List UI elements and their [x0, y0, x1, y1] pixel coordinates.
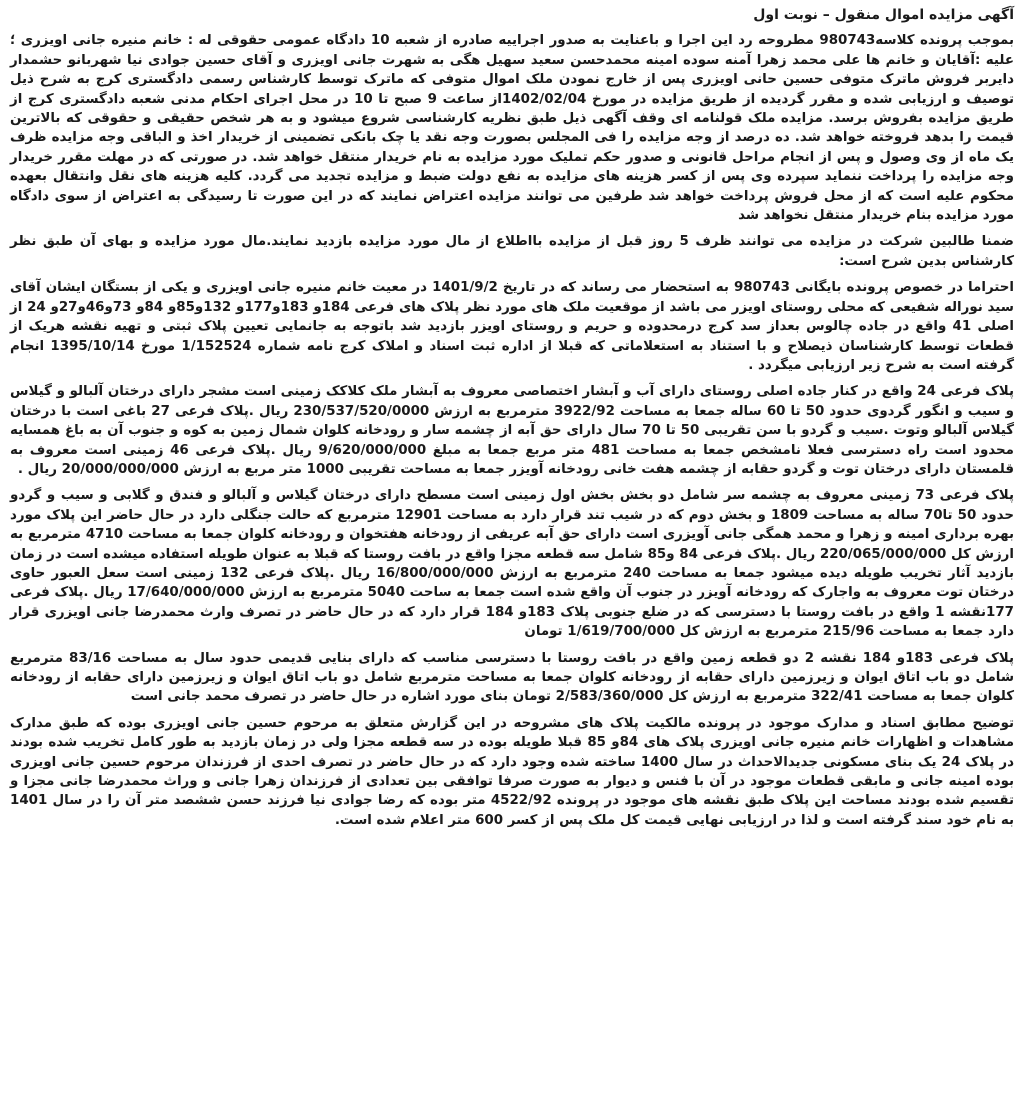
paragraph-intro: بموجب پرونده کلاسه980743 مطروحه رد این اجرا و باعنایت به صدور اجراییه صادره از شعبه 10 دادگاه عمومی حقوقی له : خانم منیره جانی اویزری ؛ علیه :آقایان و خانم ها علی محمد زهرا آمنه سوده امینه محمدحسن سعید سهیل هگی به شهرت جانی اویزری و آقای حسین جوادی نیا شهربانو حشمدار دایربر فروش ماترک متوفی حسین حانی اویزری پس از خارج نمودن ملک اموال متوفی که ماترک توسط کارشناس رسمی دادگستری کرج به شرح ذیل توصیف و ارزیابی شده و مقرر گردیده از طریق مزایده در مورخ 1402/02/04از ساعت 9 صبح تا 10 در محل اجرای احکام مدنی شعبه دادگستری کرج از طریق مزایده بفروش برسد. مزایده ملک قولنامه ای وقف آگهی ذیل طبق نظریه کارشناسی شروع میشود و به هر شخص حقیقی و حقوقی که بالاترین قیمت را بدهد فروخته خواهد شد. ده درصد از وجه مزایده را فی المجلس بصورت وجه نقد یا چک بانکی تضمینی از خریدار اخذ و الباقی وجه مزایده ظرف یک ماه از وی وصول و پس از انجام مراحل قانونی و صدور حکم تملیک مورد مزایده به نام خریدار منتقل خواهد شد. در صورتی که در مهلت مقرر خریدار وجه مزایده را پرداخت ننماید سپرده وی پس از کسر هزینه های مزایده به نفع دولت ضبط و مزایده تجدید می گردد. کلیه هزینه های نقل وانتقال بعهده محکوم علیه است که از محل فروش پرداخت خواهد شد طرفین می توانند مزایده اعتراض نمایند که در این صورت تا رسیدگی به اعتراض از سوی دادگاه مورد مزایده بنام خریدار منتقل نخواهد شد: [10, 33, 1015, 224]
paragraph-plot-73: پلاک فرعی 73 زمینی معروف به چشمه سر شامل دو بخش بخش اول زمینی است مسطح دارای درختان گیلاس و آلبالو و فندق و گلابی و سیب و گردو حدود 50 تا70 ساله به مساحت 1809 و بخش دوم که در شیب تند قرار دارد به مساحت 12901 مترمربع که حالت جنگلی دارد در حال حاضر این پلاک مورد بهره برداری امینه و زهرا و محمد همگی جانی آویزری است دارای حق آبه عریفی از رودخانه هفتخوان و رودخانه کلوان جمعا به مساحت 4710 مترمربع به ارزش کل 220/065/000/000 ریال .پلاک فرعی 84 و85 شامل سه قطعه مجزا واقع در بافت روستا که قبلا به عنوان طویله استفاده میشده است در زمان بازدید آثار تخریب طویله دیده میشود جمعا به مساحت 240 مترمربع به ارزش 16/800/000/000 ریال .پلاک فرعی 132 زمینی است سعل العبور حاوی درختان توت معروف به واجارک که رودخانه آویزر در جنوب آن واقع شده است جمعا به ساحت 5040 مترمربع به ارزش 17/640/000/000 ریال .پلاک فرعی 177نقشه 1 واقع در بافت روستا با دسترسی که در ضلع جنوبی پلاک 183و 184 قرار دارد که در حال حاضر در تصرف وارث محمدرضا جانی اویزری قرار دارد جمعا به مساحت 215/96 مترمربع به ارزش کل 1/619/700/000 تومان: [10, 488, 1014, 640]
notice-title: آگهی مزایده اموال منقول – نوبت اول: [753, 7, 1014, 23]
paragraph-explanation: توضیح مطابق اسناد و مدارک موجود در پرونده مالکیت پلاک های مشروحه در این گزارش متعلق به مرحوم حسین جانی اویزری بوده که طبق مدارک مشاهدات و اظهارات خانم منیره جانی اویزری پلاک های 84و 85 قبلا طویله بوده در سه قطعه مجزا ولی در زمان بازدید به طور کامل تخریب شده بودند در پلاک 24 یک بنای مسکونی جدیدالاحداث در سال 1400 ساخته شده وجود دارد که در حال حاضر در تصرف احدی از فرزندان مرحوم حسین جانی اویزری بوده امینه جانی و مابقی قطعات موجود در آن با فنس و دیوار به صورت صرفا توافقی بین تعدادی از فرزندان زهرا جانی و وراث محمدرضا جانی مجزا و تقسیم شده بودند مساحت این پلاک طبق نقشه های موجود در پرونده 4522/92 متر بوده که رضا جوادی نیا فرزند حسن ششصد متر آن را در سال 1401 به نام خود سند گرفته است و لذا در ارزیابی نهایی قیمت کل ملک پس از کسر 600 متر اعلام شده است.: [10, 715, 1014, 828]
paragraph-plot-24: پلاک فرعی 24 واقع در کنار جاده اصلی روستای دارای آب و آبشار اختصاصی معروف به آبشار ملک کلاکک زمینی است مشجر دارای درختان آلبالو و گیلاس و سیب و انگور گردوی حدود 50 تا 60 ساله جمعا به مساحت 3922/92 مترمربع به ارزش 230/537/520/0000 ریال .پلاک فرعی 27 باغی است با درختان گیلاس آلبالو وتوت .سیب و گردو با سن تقریبی 50 تا 70 سال دارای حق آبه از چشمه سار و رودخانه کلوان شمال زمین به کوه و جنوب آن به باغ همسایه محدود است راه دسترسی فعلا نامشخص جمعا به مساحت 481 متر مربع جمعا به مبلغ 9/620/000/000 ریال .پلاک فرعی 46 زمینی است معروف به قلمستان دارای درختان توت و گردو حقابه از چشمه هفت خانی رودخانه آویزر جمعا به مساحت تقریبی 1000 متر مربع به ارزش 20/000/000/000 ریال .: [10, 384, 1015, 477]
paragraph-expert-report: احتراما در خصوص پرونده بایگانی 980743 به استحضار می رساند که در تاریخ 1401/9/2 در معیت خانم منیره جانی اویزری و یکی از بستگان ایشان آقای سید نوراله شفیعی که محلی روستای اویزر می باشد از موقعیت ملک های مورد نظر پلاک های فرعی 184و 183و177و 132و85و 84و 73و46و27و 24 از اصلی 41 واقع در جاده چالوس بعداز سد کرج درمحدوده و حریم و روستای اویزر بازدید شد باتوجه به جانمایی تعیین پلاک ثبتی و تهیه نقشه هریک از قطعات توسط کارشناسان ذیصلاح و با استناد به استعلاماتی که قبلا از اداره ثبت اسناد و املاک کرج نامه شماره 1/152524 مورخ 1395/10/14 انجام گرفته است به شرح زیر ارزیابی میگردد .: [10, 280, 1014, 373]
paragraph-plot-183: پلاک فرعی 183و 184 نقشه 2 دو قطعه زمین واقع در بافت روستا با دسترسی مناسب که دارای بنایی قدیمی حدود سال به مساحت 83/16 مترمربع شامل دو باب اتاق ایوان و زیرزمین دارای حقابه از رودخانه کلوان جمعا به مساحت مترمربع شامل دو باب اتاق ایوان و زیرزمین دارای حقابه از رودخانه کلوان جمعا به مساحت 322/41 مترمربع به ارزش کل 2/583/360/000 تومان بنای مورد اشاره در حال حاضر در تصرف محمد جانی است: [10, 650, 1014, 705]
paragraph-visit: ضمنا طالبین شرکت در مزایده می توانند ظرف 5 روز قبل از مزایده بااطلاع از مال مورد مزایده بازدید نمایند.مال مورد مزایده و بهای آن طبق نظر کارشناس بدین شرح است:: [10, 234, 1014, 269]
